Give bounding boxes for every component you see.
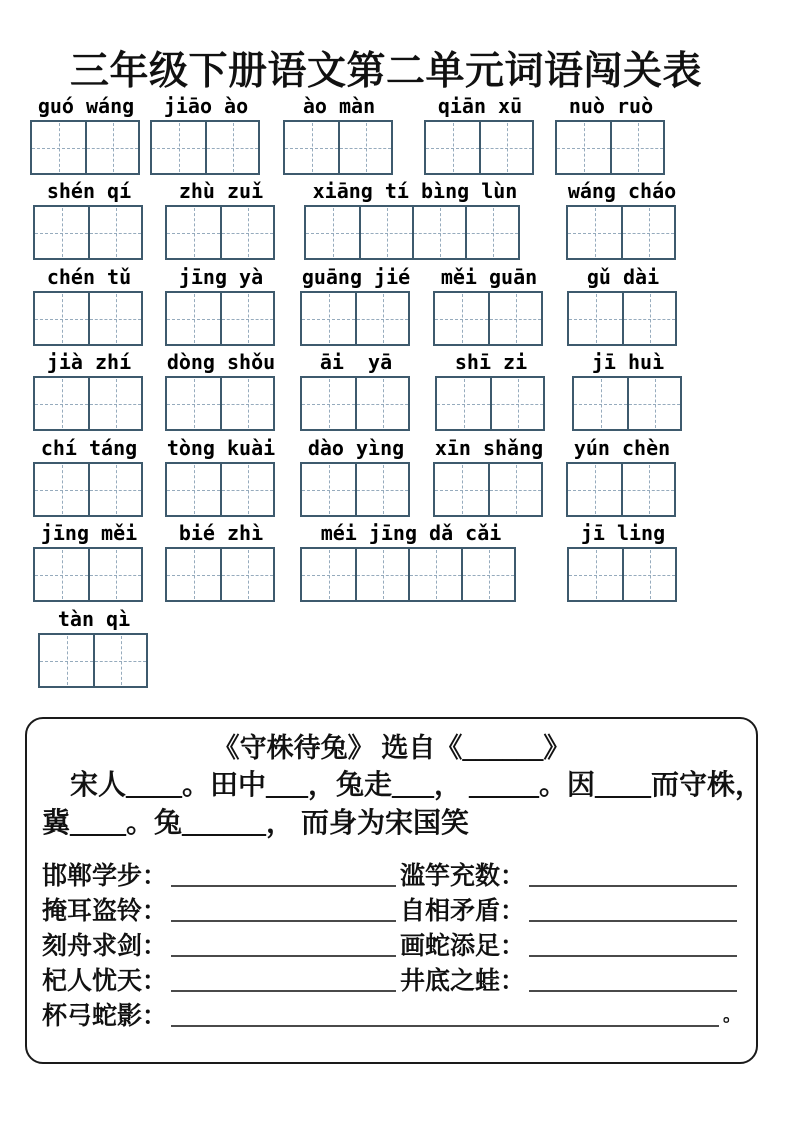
pinyin-word-block <box>300 351 412 431</box>
pinyin-label: āi yā <box>319 350 393 374</box>
pinyin-word-block <box>33 522 145 602</box>
writing-cell <box>622 549 675 600</box>
writing-cell <box>302 464 355 515</box>
idiom-label: 画蛇添足： <box>400 933 526 960</box>
writing-cell <box>479 122 532 173</box>
writing-cell <box>152 122 205 173</box>
writing-cell <box>488 464 541 515</box>
writing-cell <box>40 635 93 686</box>
pinyin-label: xiāng tí bìng lùn <box>312 179 518 203</box>
pinyin-label: shī zi <box>454 350 528 374</box>
pinyin-word-block <box>300 437 412 517</box>
idiom-list <box>42 857 741 1032</box>
writing-cell <box>167 378 220 429</box>
writing-cell <box>88 549 141 600</box>
passage-title: 《守株待兔》 选自《______》 <box>212 733 571 763</box>
pinyin-word-block <box>165 180 277 260</box>
pinyin-word-block <box>165 351 277 431</box>
writing-grid <box>304 205 520 260</box>
writing-grid <box>433 462 543 517</box>
writing-grid <box>572 376 682 431</box>
period-mark: 。 <box>723 1005 741 1025</box>
writing-cell <box>302 293 355 344</box>
idiom-label: 自相矛盾： <box>400 898 526 925</box>
idiom-label: 滥竽充数： <box>400 863 526 890</box>
writing-cell <box>35 464 88 515</box>
writing-grid <box>566 205 676 260</box>
idiom-pair <box>42 897 400 927</box>
pinyin-label: dòng shǒu <box>166 350 276 374</box>
answer-line <box>171 920 396 922</box>
idiom-row <box>42 892 741 927</box>
pinyin-word-block <box>567 266 679 346</box>
writing-grid <box>33 376 143 431</box>
pinyin-word-block <box>566 437 678 517</box>
answer-line <box>171 990 396 992</box>
writing-cell <box>220 293 273 344</box>
pinyin-label: chí táng <box>40 436 138 460</box>
writing-grid <box>424 120 534 175</box>
answer-line <box>171 1025 719 1027</box>
writing-cell <box>426 122 479 173</box>
pinyin-word-block <box>165 266 277 346</box>
writing-grid <box>567 547 677 602</box>
idiom-pair <box>400 967 741 997</box>
writing-cell <box>35 207 88 258</box>
writing-grid <box>165 376 275 431</box>
writing-cell <box>568 464 621 515</box>
pinyin-word-block <box>424 95 536 175</box>
pinyin-word-block <box>33 266 145 346</box>
pinyin-word-block <box>433 437 545 517</box>
writing-cell <box>220 378 273 429</box>
pinyin-label: nuò ruò <box>568 94 654 118</box>
pinyin-word-block <box>30 95 142 175</box>
writing-cell <box>302 549 355 600</box>
pinyin-label: wáng cháo <box>567 179 677 203</box>
writing-cell <box>622 293 675 344</box>
pinyin-word-block <box>33 437 145 517</box>
idiom-pair <box>400 932 741 962</box>
writing-grid <box>165 547 275 602</box>
idiom-pair <box>42 932 400 962</box>
passage-line-1: 宋人____。田中___，兔走___， _____。因____而守株， <box>70 770 764 801</box>
writing-cell <box>569 549 622 600</box>
writing-cell <box>167 549 220 600</box>
pinyin-word-block <box>566 180 678 260</box>
writing-cell <box>88 207 141 258</box>
pinyin-label: jī ling <box>580 521 666 545</box>
answer-line <box>529 955 737 957</box>
pinyin-label: ào màn <box>302 94 376 118</box>
idiom-row <box>42 962 741 997</box>
writing-cell <box>167 464 220 515</box>
idiom-label: 井底之蛙： <box>400 968 526 995</box>
writing-cell <box>35 293 88 344</box>
pinyin-label: zhù zuǐ <box>178 179 264 203</box>
writing-cell <box>568 207 621 258</box>
idiom-row <box>42 927 741 962</box>
writing-cell <box>302 378 355 429</box>
pinyin-word-block <box>33 180 145 260</box>
idiom-row <box>42 997 741 1032</box>
pinyin-label: jīng měi <box>40 521 138 545</box>
writing-grid <box>165 462 275 517</box>
writing-cell <box>408 549 461 600</box>
pinyin-word-block <box>567 522 679 602</box>
pinyin-label: bié zhì <box>178 521 264 545</box>
writing-grid <box>555 120 665 175</box>
pinyin-label: xīn shǎng <box>434 436 544 460</box>
pinyin-label: gǔ dài <box>586 265 660 289</box>
pinyin-label: dào yìng <box>307 436 405 460</box>
writing-cell <box>338 122 391 173</box>
pinyin-word-block <box>555 95 667 175</box>
writing-cell <box>610 122 663 173</box>
writing-grid <box>165 205 275 260</box>
answer-line <box>529 885 737 887</box>
writing-grid <box>30 120 140 175</box>
writing-cell <box>490 378 543 429</box>
writing-grid <box>38 633 148 688</box>
idiom-row <box>42 857 741 892</box>
writing-cell <box>435 464 488 515</box>
idiom-label: 邯郸学步： <box>42 863 168 890</box>
idiom-pair <box>42 862 400 892</box>
pinyin-label: jià zhí <box>46 350 132 374</box>
writing-grid <box>150 120 260 175</box>
writing-grid <box>283 120 393 175</box>
writing-grid <box>567 291 677 346</box>
idiom-label: 掩耳盗铃： <box>42 898 168 925</box>
writing-cell <box>285 122 338 173</box>
pinyin-word-block <box>300 266 412 346</box>
writing-cell <box>461 549 514 600</box>
pinyin-word-block <box>435 351 547 431</box>
pinyin-word-block <box>165 522 277 602</box>
idiom-pair <box>400 862 741 892</box>
pinyin-label: jī huì <box>591 350 665 374</box>
pinyin-word-block <box>304 180 526 260</box>
pinyin-label: tòng kuài <box>166 436 276 460</box>
writing-cell <box>627 378 680 429</box>
writing-grid <box>165 291 275 346</box>
writing-cell <box>167 207 220 258</box>
writing-grid <box>300 291 410 346</box>
pinyin-label: méi jīng dǎ cǎi <box>320 521 502 545</box>
pinyin-label: yún chèn <box>573 436 671 460</box>
writing-cell <box>355 464 408 515</box>
pinyin-word-block <box>33 351 145 431</box>
answer-line <box>171 885 396 887</box>
writing-cell <box>355 549 408 600</box>
writing-cell <box>220 207 273 258</box>
writing-cell <box>412 207 465 258</box>
writing-grid <box>33 205 143 260</box>
writing-cell <box>32 122 85 173</box>
idiom-label: 刻舟求剑： <box>42 933 168 960</box>
idiom-pair <box>400 897 741 927</box>
writing-cell <box>621 207 674 258</box>
pinyin-label: jiāo ào <box>163 94 249 118</box>
writing-cell <box>205 122 258 173</box>
writing-grid <box>300 376 410 431</box>
writing-grid <box>300 462 410 517</box>
writing-cell <box>621 464 674 515</box>
idiom-pair <box>42 967 400 997</box>
writing-cell <box>88 464 141 515</box>
writing-cell <box>359 207 412 258</box>
writing-grid <box>566 462 676 517</box>
answer-line <box>171 955 396 957</box>
passage-line-2: 冀____。兔______， 而身为宋国笑 <box>42 808 470 839</box>
page-title: 三年级下册语文第二单元词语闯关表 <box>70 50 703 93</box>
pinyin-word-block <box>572 351 684 431</box>
writing-cell <box>306 207 359 258</box>
pinyin-word-block <box>150 95 262 175</box>
writing-cell <box>88 293 141 344</box>
writing-cell <box>435 293 488 344</box>
pinyin-label: guó wáng <box>37 94 135 118</box>
writing-cell <box>465 207 518 258</box>
pinyin-word-block <box>165 437 277 517</box>
pinyin-word-block <box>433 266 545 346</box>
writing-grid <box>33 462 143 517</box>
writing-cell <box>220 549 273 600</box>
answer-line <box>529 990 737 992</box>
writing-cell <box>35 378 88 429</box>
writing-cell <box>488 293 541 344</box>
pinyin-word-block <box>38 608 150 688</box>
pinyin-label: shén qí <box>46 179 132 203</box>
pinyin-label: tàn qì <box>57 607 131 631</box>
idiom-label: 杯弓蛇影： <box>42 1003 168 1030</box>
writing-cell <box>355 378 408 429</box>
writing-cell <box>574 378 627 429</box>
writing-grid <box>33 547 143 602</box>
writing-grid <box>33 291 143 346</box>
writing-cell <box>355 293 408 344</box>
writing-cell <box>437 378 490 429</box>
pinyin-word-block <box>300 522 522 602</box>
pinyin-label: guāng jié <box>301 265 411 289</box>
pinyin-label: chén tǔ <box>46 265 132 289</box>
idiom-pair <box>42 1002 723 1032</box>
writing-cell <box>220 464 273 515</box>
writing-cell <box>167 293 220 344</box>
writing-cell <box>569 293 622 344</box>
passage-box <box>25 717 764 1064</box>
pinyin-word-block <box>283 95 395 175</box>
pinyin-label: jīng yà <box>178 265 264 289</box>
writing-grid <box>435 376 545 431</box>
writing-cell <box>88 378 141 429</box>
idiom-label: 杞人忧天： <box>42 968 168 995</box>
pinyin-label: qiān xū <box>437 94 523 118</box>
writing-cell <box>93 635 146 686</box>
writing-cell <box>557 122 610 173</box>
writing-grid <box>300 547 516 602</box>
writing-cell <box>85 122 138 173</box>
answer-line <box>529 920 737 922</box>
writing-grid <box>433 291 543 346</box>
pinyin-label: měi guān <box>440 265 538 289</box>
writing-cell <box>35 549 88 600</box>
